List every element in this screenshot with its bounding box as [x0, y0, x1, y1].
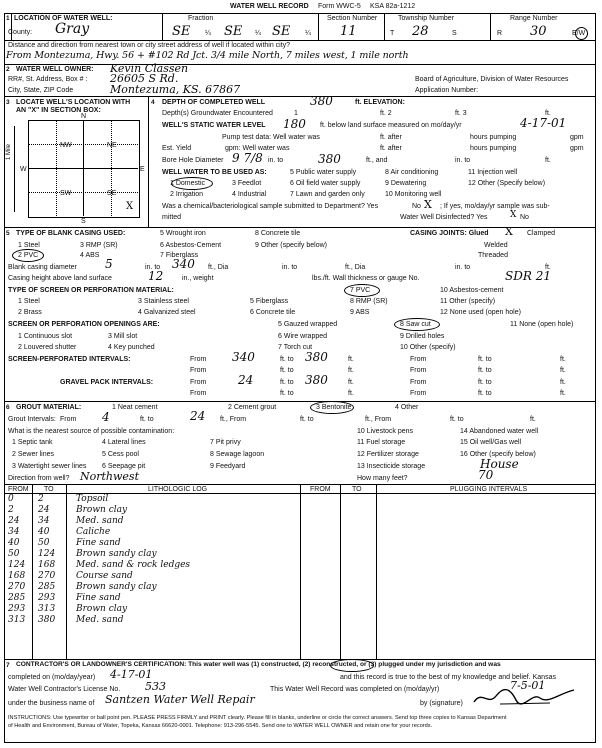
- grout-from: 4: [102, 410, 110, 424]
- perf-to: 380: [305, 350, 328, 364]
- domestic-circle: [171, 177, 213, 190]
- ksa-ref: KSA 82a-1212: [370, 3, 416, 10]
- screen-title: TYPE OF SCREEN OR PERFORATION MATERIAL:: [8, 287, 174, 294]
- section-2-number: 2: [6, 66, 10, 73]
- license-value: 533: [145, 680, 166, 693]
- depth-value: 380: [310, 94, 333, 108]
- distance-label: Distance and direction from nearest town or city street address of well if located within city?: [8, 42, 291, 49]
- section-4-number: 4: [151, 99, 155, 106]
- use-title: WELL WATER TO BE USED AS:: [162, 169, 267, 176]
- record-completed-date: 7-5-01: [510, 679, 546, 692]
- certification-line-1: CONTRACTOR'S OR LANDOWNER'S CERTIFICATION: This water well was (1) constructed, (2) reconstructed, or (3) plugged under my jurisdiction and was: [16, 661, 501, 668]
- direction-value: Northwest: [80, 470, 140, 483]
- city-value: Montezuma, KS. 67867: [110, 83, 241, 96]
- bact-x: X: [424, 198, 432, 211]
- section-5-number: 5: [6, 230, 10, 237]
- contamination-other: House: [480, 457, 519, 471]
- log-header-to-2: TO: [352, 486, 362, 493]
- township-value: 28: [412, 24, 429, 39]
- record-completed-label: This Water Well Record was completed on (mo/day/yr): [270, 686, 440, 693]
- gauge-value: SDR 21: [505, 269, 551, 283]
- feet-value: 70: [478, 468, 494, 482]
- static-level-date: 4-17-01: [520, 116, 567, 130]
- pump-test-label: Pump test data: Well water was: [222, 134, 320, 141]
- perf-from: 340: [232, 350, 255, 364]
- section-6-number: 6: [6, 404, 10, 411]
- table-row: 2 24 Brown clay: [8, 505, 128, 515]
- address-value: 26605 S Rd.: [110, 72, 179, 85]
- gravel-from: 24: [238, 373, 254, 387]
- table-row: 168 270 Course sand: [8, 571, 133, 581]
- north-label: N: [81, 113, 87, 120]
- height-label: Casing height above land surface: [8, 275, 112, 282]
- static-level-value: 180: [283, 117, 306, 131]
- perf-intervals-label: SCREEN-PERFORATED INTERVALS:: [8, 356, 131, 363]
- table-row: 24 34 Med. sand: [8, 516, 124, 526]
- mile-label: 1 Mile: [6, 143, 12, 160]
- grout-label: GROUT MATERIAL:: [16, 404, 82, 411]
- direction-label: Direction from well?: [8, 475, 70, 482]
- address-label: RR#, St. Address, Box # :: [8, 76, 88, 83]
- diameter-label: Blank casing diameter: [8, 264, 77, 271]
- table-row: 313 380 Med. sand: [8, 615, 124, 625]
- height-value: 12: [148, 269, 164, 283]
- section-number: 11: [340, 24, 357, 39]
- constructed-circle: [330, 659, 374, 672]
- groundwater-label: Depth(s) Groundwater Encountered: [162, 110, 273, 117]
- signature-label: by (signature): [420, 700, 463, 707]
- location-x-mark: X: [126, 201, 134, 212]
- log-header-plugging: PLUGGING INTERVALS: [450, 486, 528, 493]
- owner-value: Kevin Classen: [110, 62, 189, 75]
- feet-label: How many feet?: [357, 475, 408, 482]
- completed-date: 4-17-01: [110, 668, 153, 681]
- saw-cut-circle: [394, 318, 440, 331]
- location-label: LOCATION OF WATER WELL:: [14, 15, 113, 22]
- static-level-label: WELL'S STATIC WATER LEVEL: [162, 122, 266, 129]
- nw-label: NW: [60, 142, 72, 149]
- section-3-number: 3: [6, 99, 10, 106]
- application-label: Application Number:: [415, 87, 479, 94]
- section-number-label: Section Number: [327, 15, 378, 22]
- county-value: Gray: [55, 21, 90, 37]
- fraction-3: SE: [272, 24, 291, 39]
- grout-intervals-label: Grout Intervals:: [8, 416, 56, 423]
- contamination-label: What is the nearest source of possible contamination:: [8, 428, 175, 435]
- instructions-line-1: INSTRUCTIONS: Use typewriter or ball point pen. PLEASE PRESS FIRMLY and PRINT clearly. Please fill in blanks, underline or circle the correct answers. Send top three copies to Kansas Department: [8, 715, 507, 721]
- pvc-circle: [12, 249, 44, 262]
- license-label: Water Well Contractor's License No.: [8, 686, 121, 693]
- table-row: 0 2 Topsoil: [8, 494, 109, 504]
- casing-title: TYPE OF BLANK CASING USED:: [16, 230, 126, 237]
- diameter-value: 5: [105, 257, 113, 271]
- business-value: Santzen Water Well Repair: [105, 693, 255, 706]
- table-row: 34 40 Caliche: [8, 527, 111, 537]
- gravel-to: 380: [305, 373, 328, 387]
- form-title: WATER WELL RECORD: [230, 3, 309, 10]
- se-label: SE: [107, 190, 117, 197]
- west-label: W: [20, 166, 27, 173]
- depth-label: DEPTH OF COMPLETED WELL: [162, 99, 266, 106]
- bentonite-circle: [310, 401, 354, 414]
- log-header-lithologic: LITHOLOGIC LOG: [148, 486, 208, 493]
- table-row: 40 50 Fine sand: [8, 538, 121, 548]
- county-label: County:: [8, 29, 33, 36]
- section-7-number: 7: [6, 662, 10, 669]
- instructions-line-2: of Health and Environment, Bureau of Water, Topeka, Kansas 66620-0001. Telephone: 913-296-5545. Send one to WATER WELL OWNER and retain one for your records.: [8, 723, 433, 729]
- log-header-from: FROM: [8, 486, 29, 493]
- table-row: 293 313 Brown clay: [8, 604, 128, 614]
- city-label: City, State, ZIP Code: [8, 87, 74, 94]
- bact-label: Was a chemical/bacteriological sample submitted to Department? Yes: [162, 203, 379, 210]
- use-domestic: 1 Domestic: [170, 180, 206, 187]
- diameter-to: 340: [172, 257, 195, 271]
- township-label: Township Number: [398, 15, 455, 22]
- ne-label: NE: [107, 142, 117, 149]
- form-number: Form WWC-5: [318, 3, 361, 10]
- signature-image: [470, 686, 580, 708]
- grout-to: 24: [190, 409, 206, 423]
- range-label: Range Number: [510, 15, 558, 22]
- openings-title: SCREEN OR PERFORATION OPENINGS ARE:: [8, 321, 160, 328]
- locate-title: LOCATE WELL'S LOCATION WITH: [16, 99, 131, 106]
- disinfect-label: Water Well Disinfected? Yes: [400, 214, 488, 221]
- sw-label: SW: [60, 190, 72, 197]
- south-label: S: [81, 218, 86, 225]
- table-row: 124 168 Med. sand & rock ledges: [8, 560, 191, 570]
- bore-value: 9 7/8: [232, 151, 263, 165]
- gravel-label: GRAVEL PACK INTERVALS:: [60, 379, 154, 386]
- bore-label: Bore Hole Diameter: [162, 157, 224, 164]
- table-row: 285 293 Fine sand: [8, 593, 121, 603]
- owner-label: WATER WELL OWNER:: [16, 66, 94, 73]
- section-1-number: 1: [6, 15, 10, 22]
- locate-title-2: AN "X" IN SECTION BOX:: [16, 107, 101, 114]
- log-header-from-2: FROM: [310, 486, 331, 493]
- fraction-2: SE: [224, 24, 243, 39]
- bore-to-value: 380: [318, 152, 341, 166]
- fraction-1: SE: [172, 24, 191, 39]
- table-row: 270 285 Brown sandy clay: [8, 582, 157, 592]
- yield-label: Est. Yield: [162, 145, 192, 152]
- board-label: Board of Agriculture, Division of Water Resources: [415, 76, 569, 83]
- log-header-to: TO: [44, 486, 54, 493]
- east-label: E: [140, 166, 145, 173]
- screen-pvc-circle: [344, 284, 380, 297]
- fraction-label: Fraction: [188, 15, 214, 22]
- distance-value: From Montezuma, Hwy. 56 + #102 Rd Jct. 3/4 mile North, 7 miles west, 1 mile north: [6, 50, 409, 61]
- section-box: [28, 120, 140, 218]
- table-row: 50 124 Brown sandy clay: [8, 549, 157, 559]
- range-value: 30: [530, 24, 547, 39]
- joints-label: CASING JOINTS: Glued: [410, 230, 489, 237]
- business-label: under the business name of: [8, 700, 95, 707]
